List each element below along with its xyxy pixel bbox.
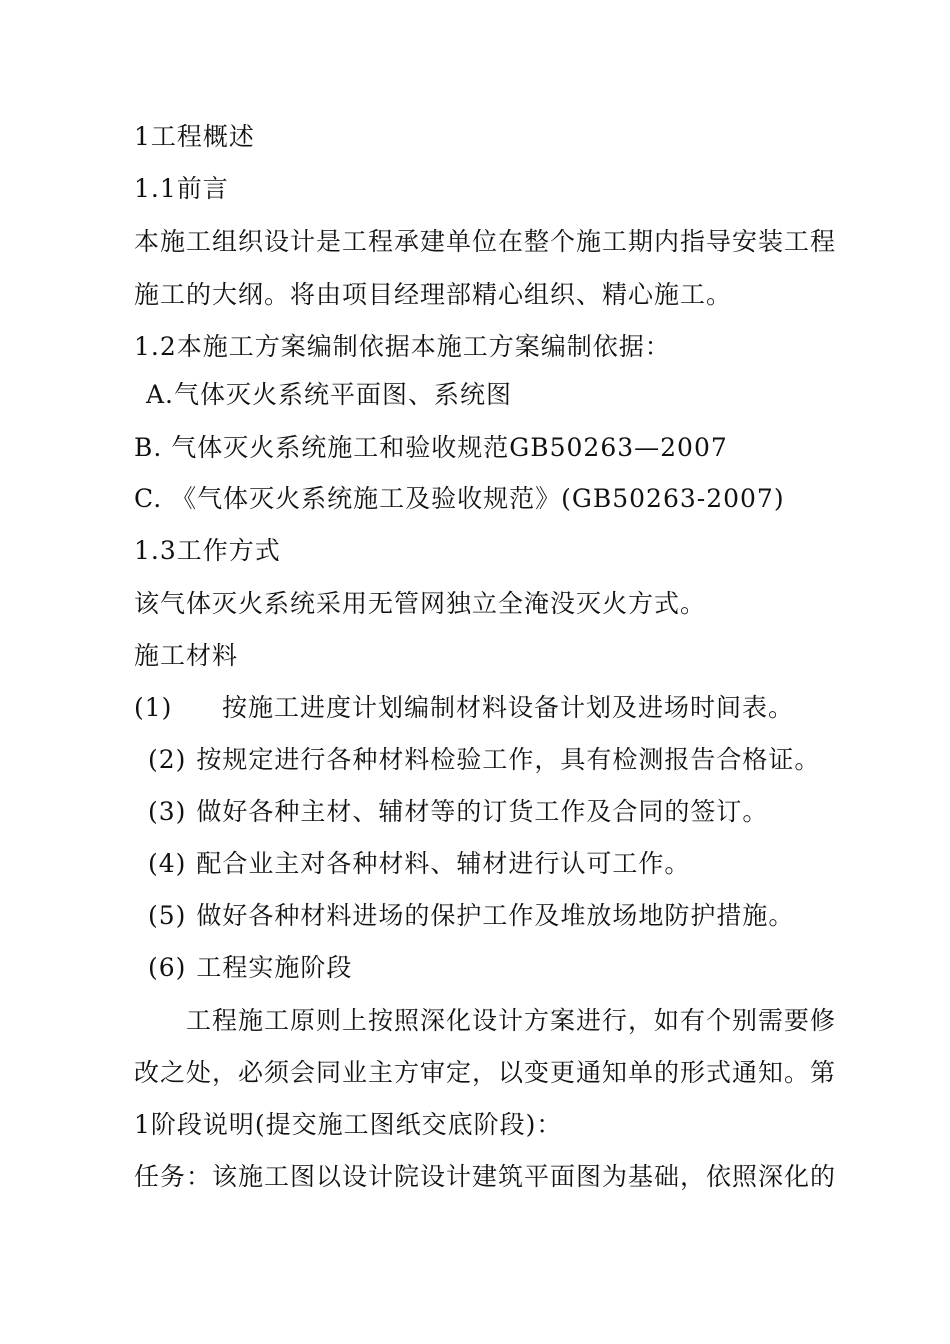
list-item-number: (3)	[148, 797, 187, 826]
list-item-text: 配合业主对各种材料、辅材进行认可工作。	[196, 849, 691, 878]
basis-item-b: B. 气体灭火系统施工和验收规范GB50263—2007	[134, 433, 728, 462]
list-item	[148, 952, 352, 984]
list-item-number: (4)	[148, 849, 187, 878]
basis-item-c: C. 《气体灭火系统施工及验收规范》(GB50263-2007)	[134, 484, 785, 513]
basis-item-a: A.气体灭火系统平面图、系统图	[146, 380, 513, 409]
list-item-number: (2)	[148, 745, 187, 774]
heading-work-method: 1.3工作方式	[134, 536, 281, 565]
list-item-number: (5)	[148, 901, 187, 930]
paragraph-construction-line-2: 改之处，必须会同业主方审定，以变更通知单的形式通知。第	[134, 1058, 837, 1087]
paragraph-preface-line-2: 施工的大纲。将由项目经理部精心组织、精心施工。	[134, 280, 733, 309]
heading-materials: 施工材料	[134, 641, 239, 670]
list-item	[148, 848, 690, 880]
list-item-text: 工程实施阶段	[196, 953, 353, 982]
list-item-text: 按施工进度计划编制材料设备计划及进场时间表。	[222, 693, 795, 722]
paragraph-construction-line-1: 工程施工原则上按照深化设计方案进行，如有个别需要修	[186, 1006, 837, 1035]
paragraph-construction-line-3: 1阶段说明(提交施工图纸交底阶段)：	[134, 1110, 563, 1139]
list-item-text: 做好各种主材、辅材等的订货工作及合同的签订。	[196, 797, 769, 826]
heading-project-overview: 1工程概述	[134, 122, 255, 151]
list-item	[148, 796, 768, 828]
list-item-text: 做好各种材料进场的保护工作及堆放场地防护措施。	[196, 901, 795, 930]
heading-basis: 1.2本施工方案编制依据本施工方案编制依据：	[134, 332, 671, 361]
list-item-text: 按规定进行各种材料检验工作，具有检测报告合格证。	[196, 745, 821, 774]
paragraph-task-line-1: 任务：该施工图以设计院设计建筑平面图为基础，依照深化的	[134, 1162, 837, 1191]
list-item	[134, 692, 794, 724]
list-item-number: (6)	[148, 953, 187, 982]
list-item-number: (1)	[134, 693, 173, 722]
heading-preface: 1.1前言	[134, 174, 229, 203]
list-item	[148, 900, 794, 932]
paragraph-preface-line-1: 本施工组织设计是工程承建单位在整个施工期内指导安装工程	[134, 227, 837, 256]
list-item	[148, 744, 820, 776]
paragraph-work-method: 该气体灭火系统采用无管网独立全淹没灭火方式。	[134, 589, 707, 618]
